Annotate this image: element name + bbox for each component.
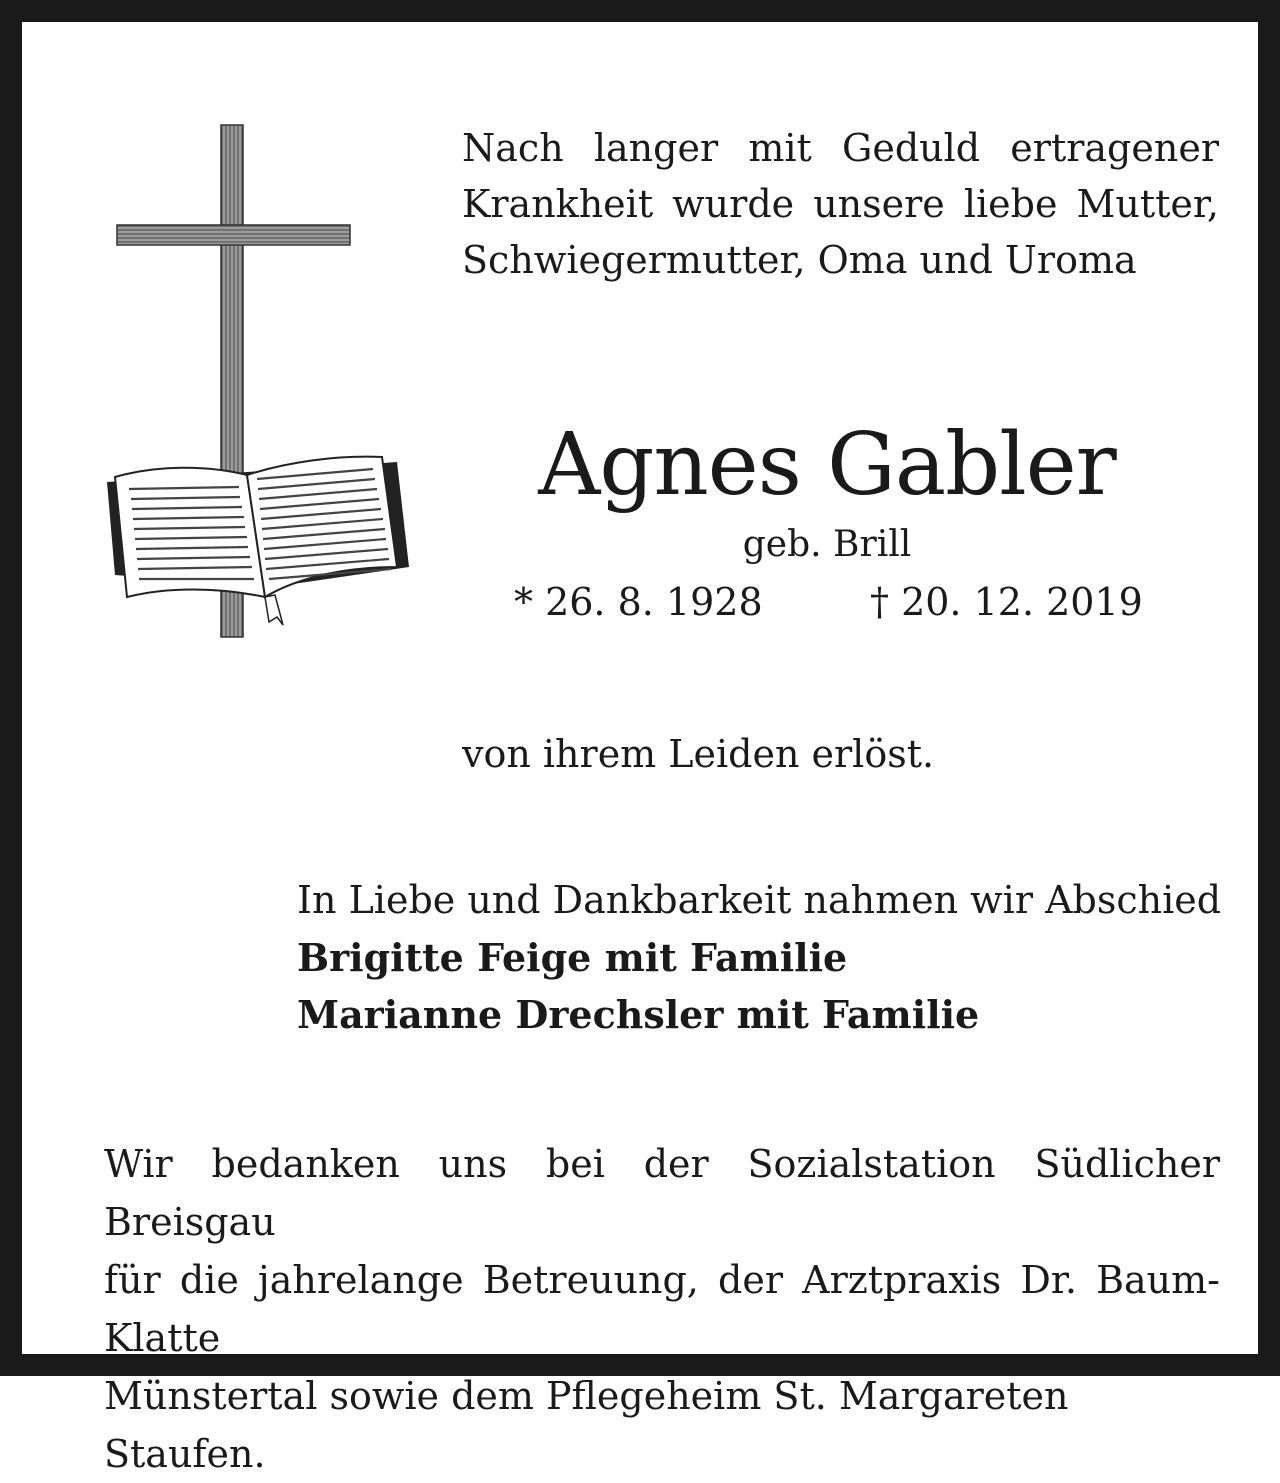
intro-line: Schwiegermutter, Oma und Uroma: [462, 238, 1137, 282]
family-name: Marianne Drechsler mit Familie: [297, 992, 980, 1037]
intro-line: Krankheit wurde unsere liebe Mutter,: [462, 182, 1219, 226]
release-line: von ihrem Leiden erlöst.: [462, 732, 935, 776]
birth-date: * 26. 8. 1928: [514, 580, 763, 624]
farewell-block: [297, 872, 1222, 1043]
thanks-line: Münstertal sowie dem Pflegeheim St. Margareten Staufen.: [104, 1374, 1069, 1476]
thanks-line: Wir bedanken uns bei der Sozialstation Südlicher Breisgau: [104, 1142, 1220, 1244]
deceased-name: Agnes Gabler: [538, 415, 1116, 515]
family-name: Brigitte Feige mit Familie: [297, 935, 848, 980]
maiden-name: geb. Brill: [742, 524, 912, 565]
farewell-line: In Liebe und Dankbarkeit nahmen wir Abschied: [297, 878, 1222, 922]
intro-text: [462, 120, 1219, 288]
thanks-block: [104, 1135, 1220, 1483]
intro-line: Nach langer mit Geduld ertragener: [462, 126, 1219, 170]
death-date: † 20. 12. 2019: [870, 580, 1143, 624]
thanks-line: für die jahrelange Betreuung, der Arztpraxis Dr. Baum-Klatte: [104, 1258, 1220, 1360]
cross-with-open-bible-icon: [97, 117, 427, 647]
